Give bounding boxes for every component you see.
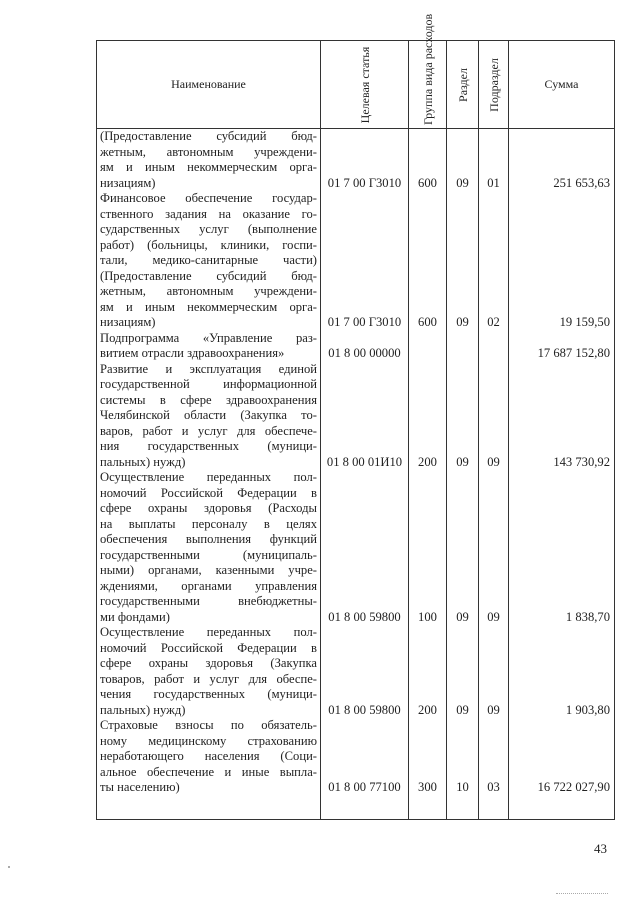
- page-number: 43: [594, 841, 607, 856]
- row-name-line: ственного задания на оказание го-: [100, 206, 317, 221]
- row-name: [100, 718, 317, 796]
- row-subsection: 09: [487, 454, 500, 469]
- header-subsection: [479, 41, 509, 129]
- row-name-line: Осуществление переданных пол-: [100, 625, 317, 639]
- row-name-line: низациям): [100, 315, 156, 329]
- row-name-line: ния государственных (муници-: [100, 439, 317, 453]
- row-name-line: ям и иным некоммерческим орга-: [100, 160, 317, 174]
- row-section: 10: [456, 780, 469, 794]
- row-name-line: товаров, работ и услуг для обеспе-: [100, 671, 317, 686]
- row-name-line: государственной информационной: [100, 377, 317, 391]
- row-target-article: 01 8 00 77100: [328, 780, 401, 794]
- row-section: 09: [456, 315, 469, 329]
- row-amount: 251 653,63: [553, 175, 610, 190]
- row-name-line: жетным, автономным учреждени-: [100, 284, 317, 298]
- row-expense-group: 300: [418, 780, 437, 794]
- row-section: 09: [456, 175, 469, 190]
- row-name: [100, 191, 317, 331]
- header-expense-group-text: Группа вида расходов: [420, 13, 435, 125]
- row-section: 09: [456, 454, 469, 469]
- row-subsection: 09: [487, 702, 500, 717]
- row-name: [100, 129, 317, 191]
- row-name-line: варов, работ и услуг для обеспече-: [100, 423, 317, 438]
- section-column: [447, 129, 479, 820]
- row-name-line: Осуществление переданных пол-: [100, 470, 317, 484]
- row-name-line: Подпрограмма «Управление раз-: [100, 330, 317, 345]
- header-target-article: [321, 41, 409, 129]
- row-section: 09: [456, 702, 469, 717]
- name-column: [97, 129, 321, 820]
- row-name-line: Финансовое обеспечение государ-: [100, 191, 317, 205]
- row-name-line: Челябинской области (Закупка то-: [100, 408, 317, 422]
- header-name: Наименование: [97, 41, 321, 129]
- budget-table: [96, 13, 615, 820]
- row-name-line: сударственных услуг (выполнение: [100, 222, 317, 236]
- row-name-line: низациям): [100, 175, 156, 190]
- row-target-article: 01 8 00 01И10: [326, 454, 403, 469]
- header-target-article-text: Целевая статья: [357, 46, 372, 123]
- subsection-column: [479, 129, 509, 820]
- row-name-line: ям и иным некоммерческим орга-: [100, 299, 317, 314]
- row-expense-group: 200: [418, 702, 437, 717]
- row-name-line: ты населению): [100, 780, 180, 794]
- row-name-line: (Предоставление субсидий бюд-: [100, 268, 317, 283]
- row-name-line: тали, медико-санитарные части): [100, 253, 317, 267]
- code-column: [321, 129, 409, 820]
- header-section-text: Раздел: [455, 67, 470, 102]
- row-expense-group: 200: [418, 454, 437, 469]
- group-column: [409, 129, 447, 820]
- row-amount: 19 159,50: [559, 315, 610, 329]
- row-target-article: 01 7 00 Г3010: [327, 315, 402, 329]
- row-amount: 1 838,70: [565, 609, 610, 624]
- row-name-line: номочий Российской Федерации в: [100, 485, 317, 500]
- row-name-line: ждениями, органами управления: [100, 578, 317, 593]
- amount-column: [509, 129, 615, 820]
- row-amount: 143 730,92: [553, 454, 610, 469]
- row-name-line: на выплаты персоналу в целях: [100, 516, 317, 531]
- row-name: [100, 362, 317, 471]
- row-name-line: сфере охраны здоровья (Расходы: [100, 501, 317, 515]
- header-subsection-text: Подраздел: [486, 57, 501, 112]
- row-name-line: сфере охраны здоровья (Закупка: [100, 656, 317, 670]
- row-name-line: обеспечения выполнения функций: [100, 532, 317, 546]
- row-target-article: 01 8 00 59800: [328, 702, 401, 717]
- row-subsection: 02: [487, 315, 500, 329]
- row-name-line: работ) (больницы, клиники, госпи-: [100, 237, 317, 252]
- row-name-line: номочий Российской Федерации в: [100, 640, 317, 655]
- row-name-line: чения государственных (муници-: [100, 687, 317, 701]
- row-name-line: Развитие и эксплуатация единой: [100, 361, 317, 376]
- row-amount: 16 722 027,90: [537, 780, 610, 794]
- table-header-row: [97, 41, 615, 129]
- row-subsection: 01: [487, 175, 500, 190]
- row-name-line: альное обеспечение и иные выпла-: [100, 764, 317, 779]
- row-target-article: 01 7 00 Г3010: [327, 175, 402, 190]
- footer-line: [556, 893, 608, 894]
- row-name: [100, 625, 317, 718]
- row-name-line: пальных) нужд): [100, 454, 186, 469]
- row-target-article: 01 8 00 59800: [328, 609, 401, 624]
- row-name-line: пальных) нужд): [100, 702, 186, 717]
- row-name-line: ному медицинскому страхованию: [100, 733, 317, 748]
- row-name-line: ными) органами, казенными учре-: [100, 563, 317, 577]
- table-body-row: [97, 129, 615, 820]
- row-name-line: ми фондами): [100, 609, 170, 624]
- row-name-line: витием отрасли здравоохранения»: [100, 346, 285, 360]
- header-section: [447, 41, 479, 129]
- header-expense-group: [409, 13, 447, 129]
- row-name-line: государственными (муниципаль-: [100, 547, 317, 562]
- row-name-line: неработающего населения (Соци-: [100, 749, 317, 763]
- row-amount: 17 687 152,80: [537, 346, 610, 360]
- row-expense-group: 600: [418, 175, 437, 190]
- row-name-line: государственными внебюджетны-: [100, 594, 317, 608]
- row-name-line: системы в сфере здравоохранения: [100, 392, 317, 407]
- row-name-line: жетным, автономным учреждени-: [100, 144, 317, 159]
- margin-dot: [8, 866, 10, 868]
- row-name-line: Страховые взносы по обязатель-: [100, 718, 317, 732]
- row-expense-group: 100: [418, 609, 437, 624]
- header-amount: Сумма: [509, 41, 615, 129]
- row-name-line: (Предоставление субсидий бюд-: [100, 129, 317, 143]
- row-subsection: 03: [487, 780, 500, 794]
- row-subsection: 09: [487, 609, 500, 624]
- row-name: [100, 331, 317, 362]
- row-expense-group: 600: [418, 315, 437, 329]
- row-target-article: 01 8 00 00000: [328, 346, 401, 360]
- row-amount: 1 903,80: [565, 702, 610, 717]
- row-section: 09: [456, 609, 469, 624]
- row-name: [100, 470, 317, 625]
